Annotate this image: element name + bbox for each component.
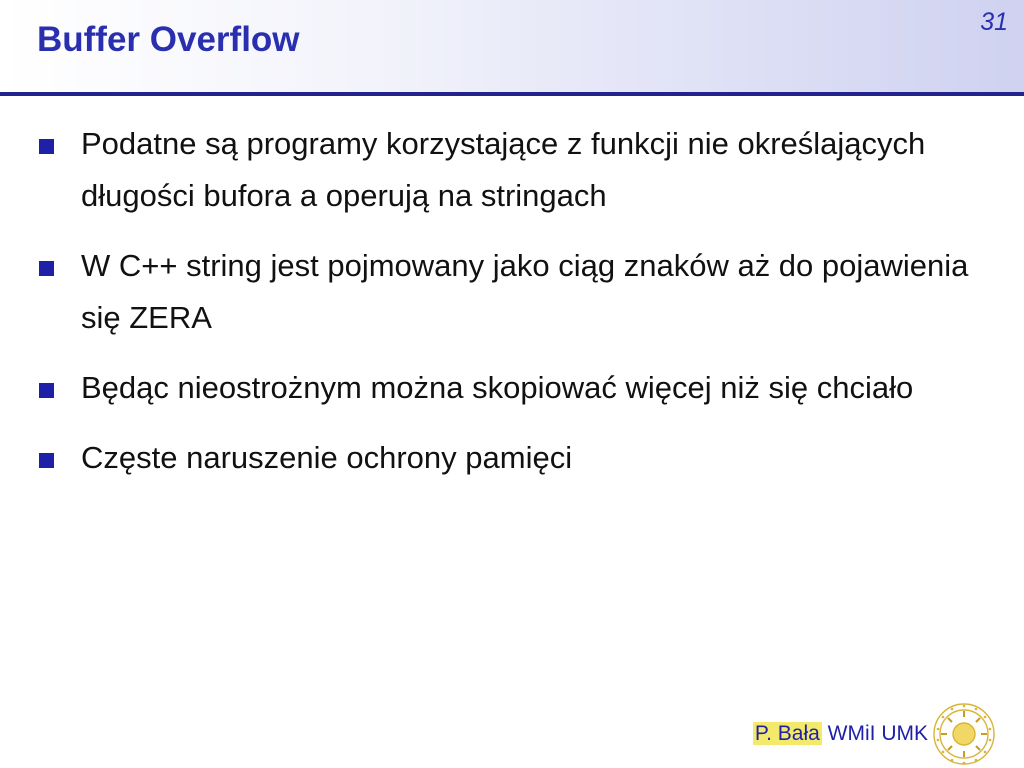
bullet-text: Podatne są programy korzystające z funkcji nie określających długości bufora a operują na stringach (81, 126, 926, 213)
bullet-text: W C++ string jest pojmowany jako ciąg znaków aż do pojawienia się ZERA (81, 248, 969, 335)
bullet-square-icon (39, 453, 54, 468)
bullet-list (36, 118, 986, 502)
footer-author: P. Bała (754, 722, 820, 745)
footer (753, 722, 928, 746)
bullet-square-icon (39, 261, 54, 276)
bullet-item (36, 118, 986, 222)
bullet-item (36, 432, 986, 484)
bullet-item (36, 240, 986, 344)
bullet-text: Częste naruszenie ochrony pamięci (81, 440, 573, 475)
slide-number: 31 (980, 8, 1008, 36)
header-rule (0, 92, 1024, 96)
university-seal-icon (924, 700, 1004, 768)
slide-title: Buffer Overflow (37, 20, 300, 59)
footer-institution: WMiI UMK (827, 722, 928, 745)
bullet-square-icon (39, 383, 54, 398)
bullet-square-icon (39, 139, 54, 154)
bullet-text: Będąc nieostrożnym można skopiować więcej niż się chciało (81, 370, 914, 405)
bullet-item (36, 362, 986, 414)
